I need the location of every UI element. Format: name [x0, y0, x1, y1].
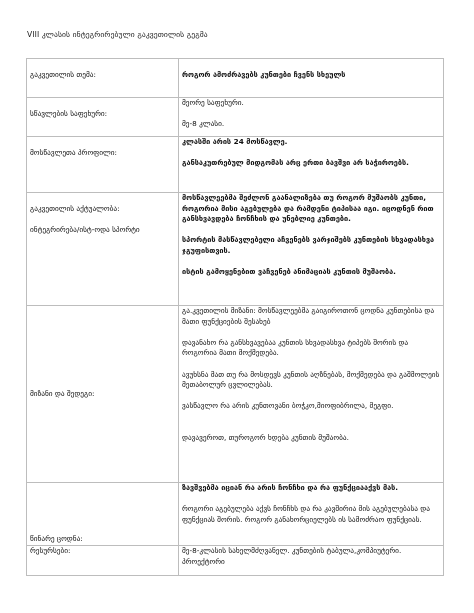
- lesson-plan-table: [26, 58, 444, 576]
- prior-knowledge-paragraph: ზავშვებმა იციან რა არის ჩონჩხი და რა ფუნქციააქვს მას.: [182, 483, 399, 492]
- row-content-cell: [179, 546, 444, 576]
- row-content-cell: [179, 306, 444, 483]
- row-content-cell: [179, 59, 444, 98]
- table-row: [27, 483, 444, 546]
- relevance-paragraph: მოსწავლეებმა შეძლონ გაანალიზება თუ როგორ მუშაობს კუნთი, როგორია მისი აგებულება და რამდენი ტიპისაა იგი. იცოდნენ რით განსხვავდება ჩონჩხის და უნებლიე კუნთები.: [182, 193, 434, 224]
- row-label-cell: [27, 483, 179, 546]
- student-profile-line: განსაკუთრებულ მიდგომას არც ერთი ბავშვი არ საჭიროებს.: [182, 158, 409, 168]
- row-content-cell: [179, 137, 444, 193]
- relevance-paragraph: სპორტის მასწავლებელი აჩვენებს ვარჯიშებს კუნთების სხვადასხვა ჯგუფისთვის.: [182, 235, 435, 255]
- goal-paragraph: ავუხსნა მათ თუ რა მოსდევს კუნთის აღზნებას, მოქმედება და გაშმოლეის მეთაბოლურ ცვლილებას.: [182, 369, 440, 390]
- prior-knowledge-paragraph: როგორი აგებულება აქვს ჩონჩხს და რა კავშირია მის აგებულებასა და ფუნქციას შორის. როგორ განახორციელებს ის სამოძრაო ფუნქციას.: [182, 504, 430, 524]
- row-content-cell: [179, 98, 444, 137]
- row-label-cell: [27, 59, 179, 98]
- goal-paragraph: დავანახო რა განსხვავებაა კუნთის სხვადასხვა ტიპებს შორის და როგორია მათი მოქმედება.: [182, 337, 409, 358]
- row-label-cell: [27, 98, 179, 137]
- table-row: [27, 193, 444, 306]
- goal-result-label: მიზანი და შედეგი:: [30, 388, 95, 398]
- goal-paragraph: გა.კვეთილის მიზანი: მოსწავლეებმა გაიგიროთონ ცოდნა კუნთებისა და მათი ფუნქციების შესახებ: [182, 306, 435, 326]
- resources-label: რესურსები:: [30, 546, 71, 555]
- prior-knowledge-label: წინარე ცოდნა:: [30, 534, 83, 544]
- table-row: [27, 98, 444, 137]
- page-title: VIII კლასის ინტეგრირებული გაკვეთილის გეგმა: [27, 30, 208, 39]
- table-row: [27, 137, 444, 193]
- education-level-line: მე-8 კლასი.: [182, 119, 225, 129]
- lesson-topic-value: როგორ ამოძრავებს კუნთები ჩვენს სხეულს: [182, 69, 346, 79]
- goal-paragraph: დავავეროთ, თუროგორ ხდება კუნთის მუშაობა.: [182, 433, 349, 443]
- table-row: [27, 59, 444, 98]
- table-row: [27, 546, 444, 576]
- student-profile-line: კლასში არის 24 მოსწავლე.: [182, 137, 288, 146]
- table-row: [27, 306, 444, 483]
- education-level-line: მეორე საფეხური.: [182, 98, 244, 107]
- row-label-cell: [27, 546, 179, 576]
- row-label-cell: [27, 137, 179, 193]
- relevance-label: გაკვეთილის აქტუალობა:: [30, 203, 120, 213]
- education-level-label: სწავლების საფეხური:: [30, 108, 108, 118]
- goal-paragraph: ვასწავლო რა არის კუნთოვანი ბოჭკო,მიოფიბრილა, მეგფი.: [182, 401, 394, 411]
- row-content-cell: [179, 193, 444, 306]
- row-content-cell: [179, 483, 444, 546]
- student-profile-label: მოსწავლეთა პროფილი:: [30, 147, 117, 157]
- row-label-cell: [27, 193, 179, 306]
- row-label-cell: [27, 306, 179, 483]
- lesson-topic-label: გაკვეთილის თემა:: [30, 69, 96, 79]
- integration-label: ინტეგრირება/ისტ-ოდა სპორტი: [30, 224, 140, 234]
- resources-value: მე-8-კლასის სახელმძღვანელ. კუნთების ტაბულა,კომპიუტერი. პროექტორი: [182, 546, 402, 566]
- relevance-paragraph: ისტის გამოყენებით ვაჩვენებ ანიმაციას კუნთის მუშაობა.: [182, 267, 396, 277]
